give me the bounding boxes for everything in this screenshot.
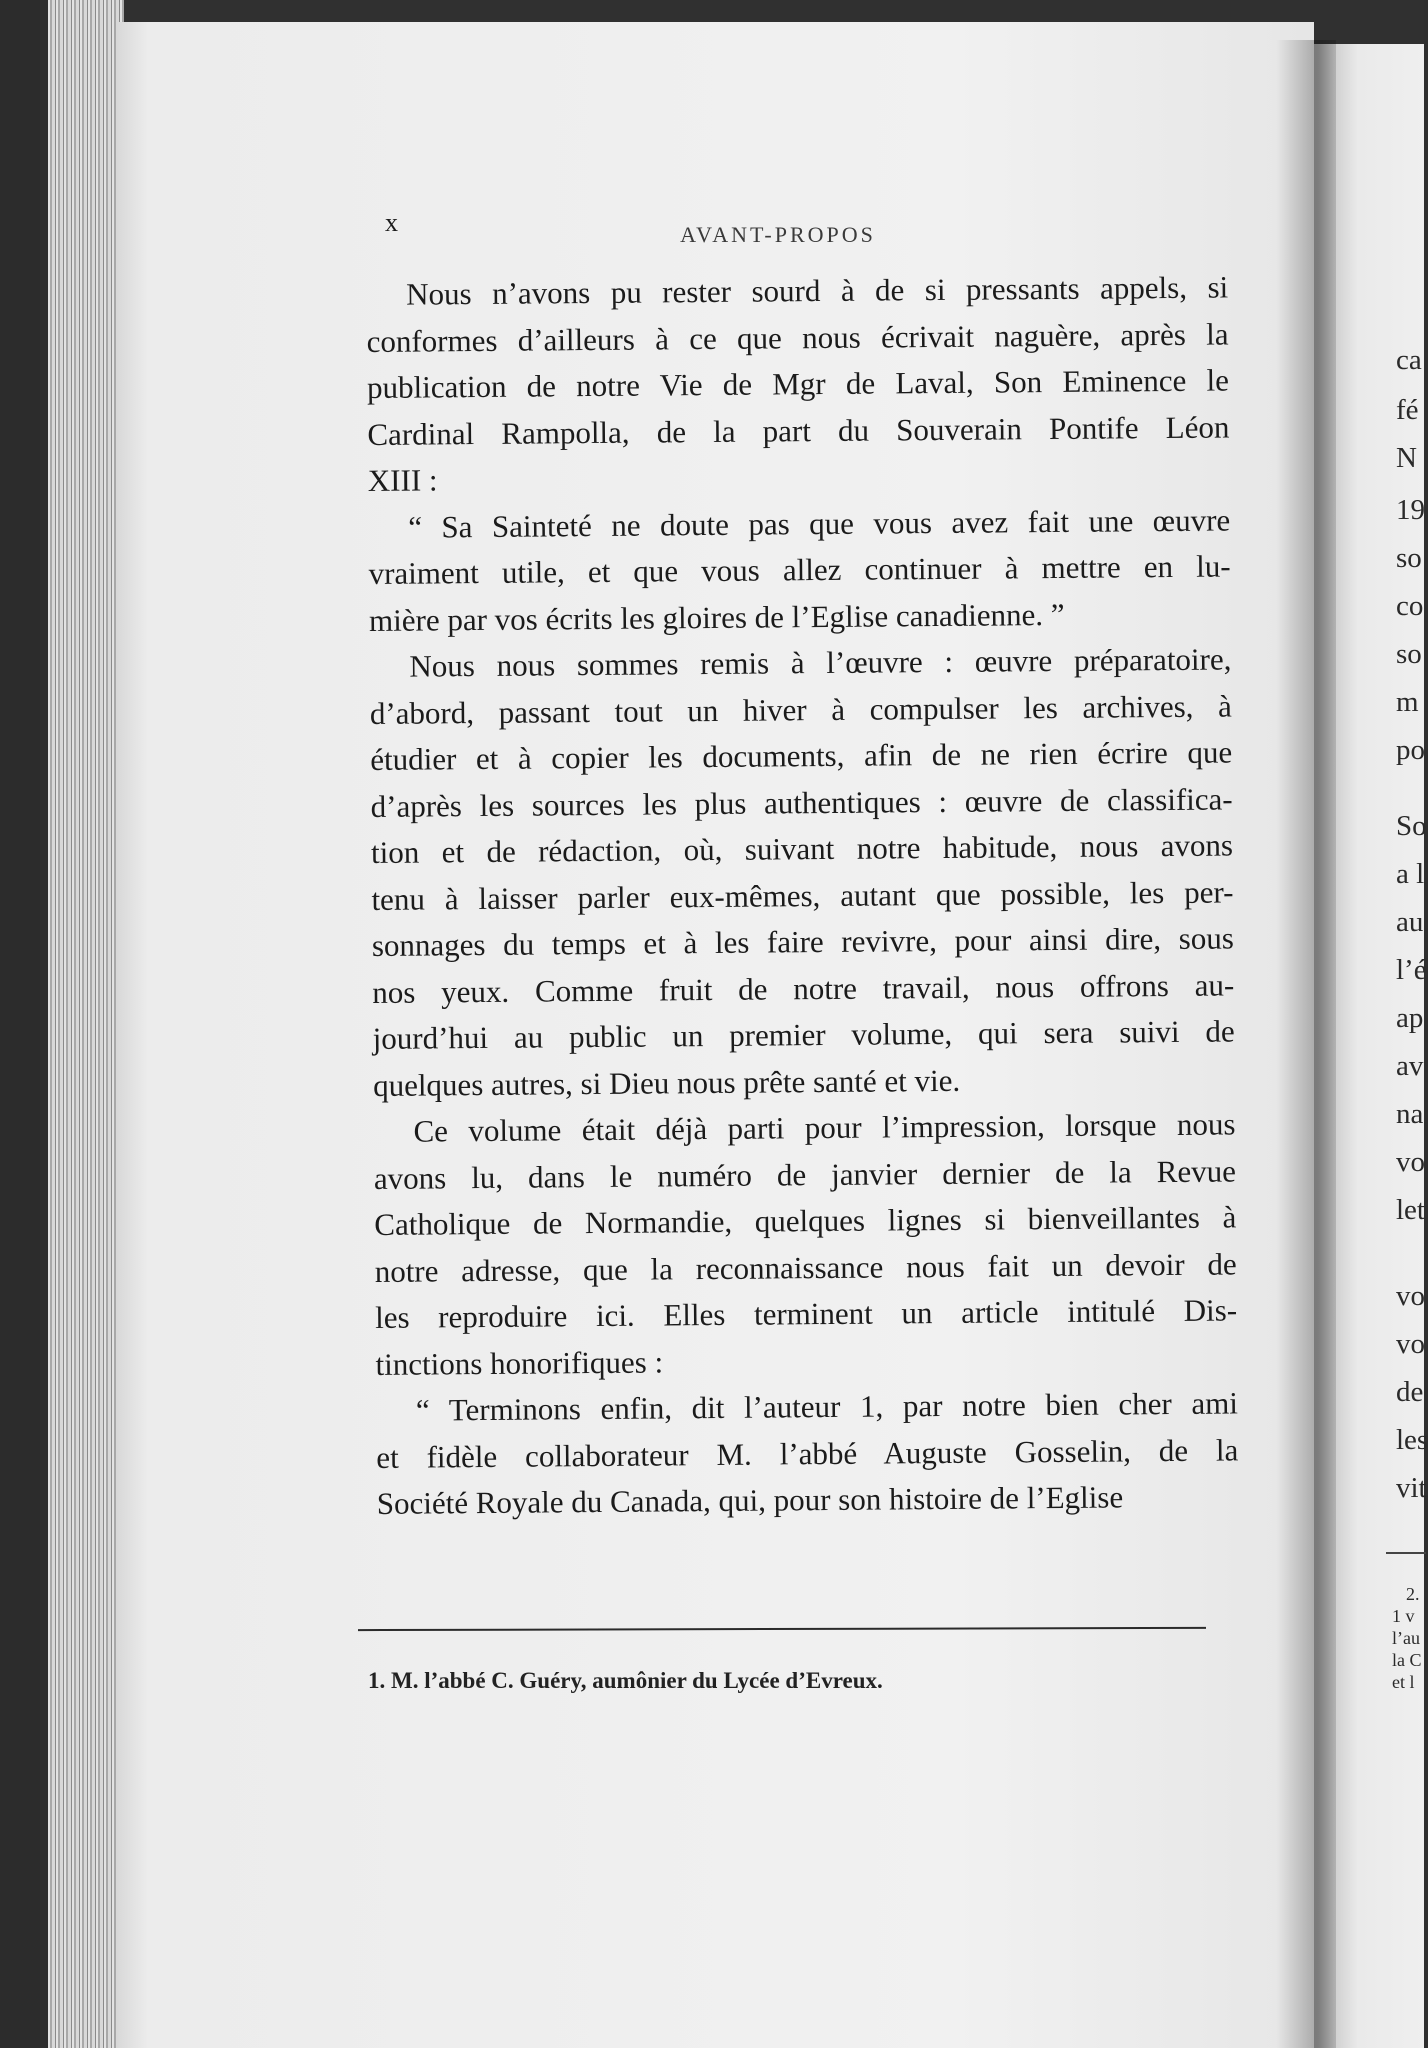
facing-page-text-fragment: a l bbox=[1396, 858, 1425, 890]
facing-page-text-fragment: au bbox=[1396, 906, 1424, 938]
facing-page-text-fragment: ap bbox=[1396, 1002, 1424, 1034]
facing-page-footnote-fragment: 1 v bbox=[1392, 1606, 1415, 1626]
text-line: d’abord, passant tout un hiver à compulser les archives, à bbox=[369, 687, 1232, 731]
text-line: jourd’hui au public un premier volume, qui sera suivi de bbox=[372, 1013, 1235, 1056]
facing-page-text-fragment: N bbox=[1396, 442, 1417, 474]
facing-page-text-fragment: de bbox=[1396, 1376, 1424, 1408]
paragraph bbox=[373, 1101, 1237, 1388]
running-head: AVANT-PROPOS bbox=[680, 222, 876, 247]
facing-page-text-fragment: vo bbox=[1396, 1328, 1425, 1360]
book-page-edges bbox=[48, 0, 124, 2048]
text-line: mière par vos écrits les gloires de l’Eglise canadienne. ” bbox=[368, 596, 1065, 638]
text-line: Nous n’avons pu rester sourd à de si pressants appels, si bbox=[406, 269, 1229, 312]
text-line: Ce volume était déjà parti pour l’impression, lorsque nous bbox=[413, 1106, 1236, 1149]
text-line: d’après les sources les plus authentiques : œuvre de classifica- bbox=[370, 780, 1233, 824]
text-line: Société Royale du Canada, qui, pour son histoire de l’Eglise bbox=[376, 1479, 1124, 1521]
text-line: vraiment utile, et que vous allez continuer à mettre en lu- bbox=[368, 548, 1231, 591]
gutter-shadow bbox=[1276, 40, 1336, 2048]
facing-page-footnote-fragment: l’au bbox=[1392, 1628, 1420, 1648]
text-line: Nous nous sommes remis à l’œuvre : œuvre préparatoire, bbox=[409, 641, 1232, 684]
facing-page-text-fragment: vo bbox=[1396, 1146, 1425, 1178]
text-line: “ Terminons enfin, dit l’auteur 1, par notre bien cher ami bbox=[415, 1385, 1239, 1428]
facing-page-text-fragment: co bbox=[1396, 590, 1424, 622]
paragraph bbox=[366, 264, 1230, 504]
page-number: x bbox=[385, 208, 399, 237]
facing-page-text-fragment: m bbox=[1396, 686, 1419, 718]
text-line: nos yeux. Comme fruit de notre travail, nous offrons au- bbox=[372, 966, 1235, 1010]
text-line: tenu à laisser parler eux-mêmes, autant que possible, les per- bbox=[371, 873, 1234, 917]
text-line: publication de notre Vie de Mgr de Laval, Son Eminence le bbox=[366, 362, 1230, 405]
text-line: les reproduire ici. Elles terminent un article intitulé Dis- bbox=[374, 1292, 1238, 1335]
facing-page-text-fragment: po bbox=[1396, 734, 1425, 766]
facing-page-text-fragment: so bbox=[1396, 638, 1422, 670]
facing-page-text-fragment: les bbox=[1396, 1424, 1428, 1456]
facing-page-text-fragment: 19 bbox=[1396, 494, 1425, 526]
text-line: “ Sa Sainteté ne doute pas que vous avez fait une œuvre bbox=[408, 501, 1231, 545]
facing-page-text-fragment: na bbox=[1396, 1098, 1424, 1130]
facing-page-text-fragment: l’é bbox=[1396, 954, 1427, 986]
text-line: XIII : bbox=[367, 462, 438, 498]
paragraph bbox=[369, 636, 1235, 1109]
facing-page-text-fragment: vit bbox=[1396, 1472, 1427, 1504]
footnote: 1. M. l’abbé C. Guéry, aumônier du Lycée d’Evreux. bbox=[368, 1668, 883, 1693]
text-line: avons lu, dans le numéro de janvier dernier de la Revue bbox=[373, 1152, 1237, 1196]
facing-page-text-fragment: vo bbox=[1396, 1280, 1425, 1312]
text-line: Catholique de Normandie, quelques lignes si bienveillantes à bbox=[374, 1199, 1237, 1242]
text-line: Cardinal Rampolla, de la part du Souverain Pontife Léon bbox=[367, 408, 1230, 452]
text-line: conformes d’ailleurs à ce que nous écrivait naguère, après la bbox=[366, 315, 1229, 359]
text-line: étudier et à copier les documents, afin de ne rien écrire que bbox=[370, 734, 1233, 777]
facing-page-footnote-fragment: et l bbox=[1392, 1672, 1415, 1692]
facing-page-text-fragment: so bbox=[1396, 542, 1422, 574]
text-line: tion et de rédaction, où, suivant notre habitude, nous avons bbox=[370, 827, 1234, 870]
text-line: quelques autres, si Dieu nous prête santé et vie. bbox=[372, 1062, 961, 1103]
text-line: et fidèle collaborateur M. l’abbé Auguste Gosselin, de la bbox=[376, 1431, 1239, 1475]
paragraph bbox=[368, 497, 1231, 644]
facing-page-text-fragment: So bbox=[1396, 810, 1427, 842]
facing-page-footnote-fragment: la C bbox=[1392, 1650, 1422, 1670]
facing-page-text-fragment: av bbox=[1396, 1050, 1424, 1082]
text-line: tinctions honorifiques : bbox=[375, 1343, 664, 1382]
text-line: sonnages du temps et à les faire revivre, pour ainsi dire, sous bbox=[371, 920, 1234, 963]
body-text bbox=[366, 264, 1239, 1527]
facing-page-text-fragment: fé bbox=[1396, 394, 1419, 426]
paragraph bbox=[376, 1380, 1239, 1527]
facing-page-text-fragment: let bbox=[1396, 1194, 1425, 1226]
facing-page-footnote-fragment: 2. bbox=[1406, 1584, 1420, 1604]
facing-page-footnote-rule bbox=[1386, 1552, 1426, 1554]
text-line: notre adresse, que la reconnaissance nous fait un devoir de bbox=[374, 1245, 1237, 1289]
facing-page-text-fragment: ca bbox=[1396, 344, 1422, 376]
